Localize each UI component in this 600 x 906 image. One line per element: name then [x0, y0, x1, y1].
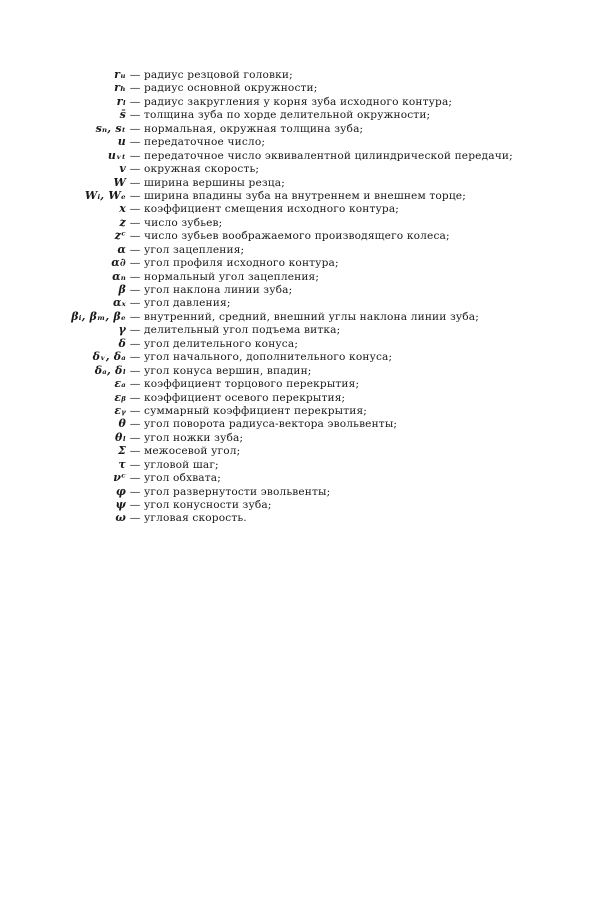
symbol-notation: rₕ [114, 81, 126, 95]
symbol-definition-row [40, 444, 580, 457]
em-dash-separator: — [129, 418, 141, 431]
symbol-notation: W [113, 175, 126, 189]
symbol-notation: αₙ [112, 269, 126, 283]
symbol-definition-row [40, 189, 580, 202]
symbol-notation: δₐ, δₗ [94, 363, 126, 377]
symbol-notation: θ [118, 417, 126, 431]
em-dash-separator: — [129, 324, 141, 337]
em-dash-separator: — [129, 149, 141, 162]
symbol-definition-row [40, 431, 580, 444]
em-dash-separator: — [129, 499, 141, 511]
em-dash-separator: — [129, 378, 141, 391]
em-dash-separator: — [129, 391, 141, 404]
symbol-notation: δᵥ, δₐ [92, 350, 126, 364]
symbol-definition-row [40, 202, 580, 215]
em-dash-separator: — [129, 297, 141, 310]
symbol-definition-row [40, 296, 580, 309]
symbol-notation: εᵦ [114, 390, 126, 404]
symbol-definition-row [40, 511, 580, 524]
symbol-description: угол наклона линии зуба; [144, 284, 293, 296]
em-dash-separator: — [129, 243, 141, 256]
symbol-description: угол начального, дополнительного конуса; [144, 351, 393, 364]
em-dash-separator: — [129, 136, 141, 149]
em-dash-separator: — [129, 230, 141, 243]
em-dash-separator: — [129, 176, 141, 189]
em-dash-separator: — [129, 189, 141, 202]
symbol-notation: γ [118, 323, 126, 337]
symbol-description: угол делительного конуса; [144, 337, 299, 350]
em-dash-separator: — [129, 431, 141, 444]
symbol-description: коэффициент осевого перекрытия; [144, 391, 346, 404]
symbol-notation: ω [115, 511, 126, 525]
symbol-definition-list [40, 68, 580, 525]
symbol-description: угловая скорость. [144, 512, 247, 525]
symbol-description: суммарный коэффициент перекрытия; [144, 404, 368, 417]
em-dash-separator: — [129, 404, 141, 417]
symbol-description: нормальный угол зацепления; [144, 270, 320, 283]
symbol-definition-row [40, 256, 580, 269]
symbol-definition-row [40, 417, 580, 430]
symbol-notation: sₙ, sₜ [95, 121, 126, 135]
symbol-description: радиус основной окружности; [144, 82, 318, 95]
em-dash-separator: — [129, 337, 141, 350]
symbol-description: внутренний, средний, внешний углы наклона линии зуба; [144, 310, 479, 323]
symbol-notation: φ [115, 484, 126, 498]
symbol-description: угол профиля исходного контура; [144, 257, 339, 270]
symbol-definition-row [40, 364, 580, 377]
symbol-description: ширина вершины резца; [144, 176, 285, 189]
symbol-definition-row [40, 310, 580, 323]
symbol-notation: β [118, 283, 126, 296]
symbol-definition-row [40, 216, 580, 229]
em-dash-separator: — [129, 122, 141, 135]
symbol-definition-row [40, 404, 580, 417]
symbol-definition-row [40, 122, 580, 135]
symbol-description: межосевой угол; [144, 445, 241, 458]
symbol-notation: x [119, 202, 126, 216]
symbol-notation: uᵥₜ [107, 148, 126, 162]
em-dash-separator: — [129, 69, 141, 81]
symbol-notation: αₓ [113, 296, 126, 310]
em-dash-separator: — [129, 257, 141, 270]
symbol-notation: Σ [118, 444, 126, 458]
symbol-definition-row [40, 229, 580, 242]
symbol-notation: α∂ [111, 256, 126, 270]
symbol-notation: ψ [115, 498, 126, 511]
symbol-description: угловой шаг; [144, 458, 219, 471]
symbol-description: передаточное число эквивалентной цилиндрической передачи; [144, 149, 513, 162]
symbol-notation: εᵧ [114, 403, 126, 417]
symbol-notation: τ [118, 457, 126, 471]
symbol-description: ширина впадины зуба на внутреннем и внешнем торце; [144, 189, 466, 202]
symbol-notation: u [117, 135, 126, 149]
symbol-definition-row [40, 95, 580, 108]
symbol-notation: εₐ [114, 377, 126, 391]
symbol-notation: θₗ [115, 430, 126, 444]
symbol-definition-row [40, 350, 580, 363]
symbol-definition-row [40, 135, 580, 148]
symbol-notation: βᵢ, βₘ, βₑ [71, 309, 126, 323]
em-dash-separator: — [129, 472, 141, 485]
symbol-definition-row [40, 283, 580, 296]
symbol-definition-row [40, 471, 580, 484]
symbol-definition-row [40, 270, 580, 283]
symbol-description: угол поворота радиуса-вектора эвольвенты; [144, 418, 398, 431]
symbol-notation: rₗ [116, 94, 126, 108]
em-dash-separator: — [129, 445, 141, 458]
symbol-notation: zᶜ [114, 229, 126, 243]
em-dash-separator: — [129, 216, 141, 229]
symbol-definition-row [40, 108, 580, 121]
symbol-notation: rᵤ [114, 68, 126, 81]
symbol-definition-row [40, 377, 580, 390]
symbol-definition-row [40, 243, 580, 256]
symbol-description: окружная скорость; [144, 163, 260, 176]
em-dash-separator: — [129, 512, 141, 525]
symbol-notation: νᶜ [113, 471, 126, 485]
symbol-notation: Wᵢ, Wₑ [84, 188, 126, 202]
em-dash-separator: — [129, 163, 141, 176]
symbol-definition-row [40, 81, 580, 94]
em-dash-separator: — [129, 351, 141, 364]
symbol-description: коэффициент торцового перекрытия; [144, 378, 360, 391]
symbol-description: число зубьев; [144, 216, 223, 229]
symbol-definition-row [40, 68, 580, 81]
symbol-description: угол развернутости эвольвенты; [144, 485, 331, 498]
em-dash-separator: — [129, 109, 141, 122]
em-dash-separator: — [129, 95, 141, 108]
symbol-description: передаточное число; [144, 136, 266, 149]
symbol-description: толщина зуба по хорде делительной окружности; [144, 109, 431, 122]
symbol-description: число зубьев воображаемого производящего колеса; [144, 230, 450, 243]
em-dash-separator: — [129, 284, 141, 296]
em-dash-separator: — [129, 310, 141, 323]
symbol-definition-row [40, 458, 580, 471]
symbol-description: угол конусности зуба; [144, 499, 272, 511]
symbol-description: угол давления; [144, 297, 231, 310]
symbol-description: угол зацепления; [144, 243, 245, 256]
symbol-definition-row [40, 337, 580, 350]
symbol-definition-row [40, 323, 580, 336]
symbol-description: угол ножки зуба; [144, 431, 244, 444]
symbol-definition-row [40, 176, 580, 189]
symbol-definition-row [40, 498, 580, 511]
symbol-description: коэффициент смещения исходного контура; [144, 203, 400, 216]
em-dash-separator: — [129, 203, 141, 216]
symbol-notation: α [117, 242, 126, 256]
em-dash-separator: — [129, 270, 141, 283]
em-dash-separator: — [129, 458, 141, 471]
symbol-notation: s̄ [119, 108, 126, 122]
symbol-description: делительный угол подъема витка; [144, 324, 341, 337]
symbol-description: угол конуса вершин, впадин; [144, 364, 312, 377]
symbol-definition-row [40, 149, 580, 162]
em-dash-separator: — [129, 485, 141, 498]
symbol-definition-row [40, 485, 580, 498]
symbol-definition-row [40, 162, 580, 175]
symbol-notation: δ [118, 336, 126, 350]
em-dash-separator: — [129, 82, 141, 95]
em-dash-separator: — [129, 364, 141, 377]
symbol-description: радиус закругления у корня зуба исходного контура; [144, 95, 453, 108]
symbol-description: радиус резцовой головки; [144, 69, 293, 81]
symbol-notation: v [119, 162, 126, 176]
symbol-notation: z [119, 215, 126, 229]
symbol-definition-row [40, 391, 580, 404]
symbol-description: угол обхвата; [144, 472, 221, 485]
symbol-description: нормальная, окружная толщина зуба; [144, 122, 364, 135]
